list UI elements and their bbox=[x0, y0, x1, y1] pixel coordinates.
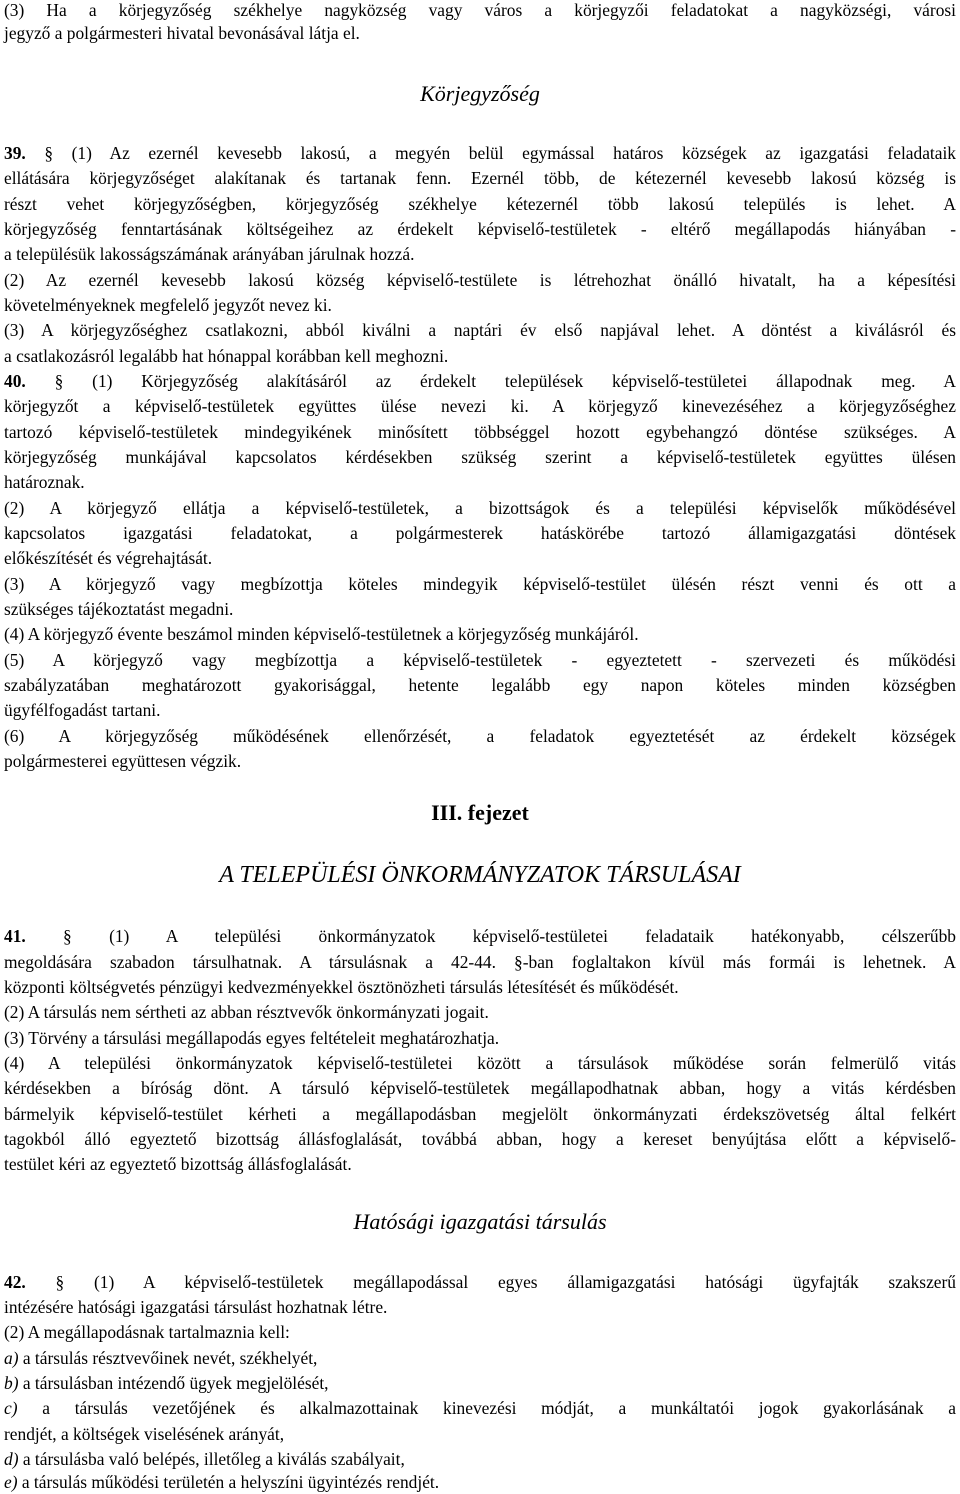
text-line: (2) A megállapodásnak tartalmaznia kell: bbox=[4, 1322, 290, 1342]
text-span: a társulás vezetőjének és alkalmazottainak kinevezési módját, a munkáltatói jogok gyakorlásának a bbox=[17, 1398, 956, 1418]
list-item bbox=[4, 1470, 956, 1494]
text-line: (2) A társulás nem sértheti az abban résztvevők önkormányzati jogait. bbox=[4, 1002, 489, 1022]
list-marker: d) bbox=[4, 1449, 19, 1469]
list-marker: e) bbox=[4, 1472, 18, 1492]
section-heading-korjegyzoseg: Körjegyzőség bbox=[420, 81, 540, 106]
text-line: tagokból álló egyeztető bizottság állásfoglalását, továbbá abban, hogy a kereset benyújtása előtt a képviselő- bbox=[4, 1129, 956, 1149]
list-item bbox=[4, 1346, 956, 1370]
text-line: szükséges tájékoztatást megadni. bbox=[4, 599, 234, 619]
text-line bbox=[4, 369, 956, 393]
text-line: körjegyzőség fenntartásának költségeihez az érdekelt képviselő-testületek - eltérő megállapodás hiányában - bbox=[4, 219, 956, 239]
text-line: (3) Törvény a társulási megállapodás egyes feltételeit meghatározhatja. bbox=[4, 1028, 500, 1048]
text-line: (5) A körjegyző vagy megbízottja a képviselő-testületek - egyeztetett - szervezeti és működési bbox=[4, 650, 956, 670]
chapter-number: III. fejezet bbox=[431, 800, 529, 825]
section-heading-hatosagi: Hatósági igazgatási társulás bbox=[353, 1209, 607, 1234]
text-span: § (1) Körjegyzőség alakításáról az érdekelt települések képviselő-testületei állapodnak meg. A bbox=[25, 371, 956, 391]
text-line bbox=[4, 141, 956, 165]
section-number: 40. bbox=[4, 371, 26, 391]
text-line: (4) A települési önkormányzatok képviselő-testületei között a társulások működése során felmerülő vitás bbox=[4, 1053, 956, 1073]
text-line: tartozó képviselő-testületek mindegyikének minősített többséggel hozott egybehangzó döntése szükséges. A bbox=[4, 422, 956, 442]
text-line: (3) Ha a körjegyzőség székhelye nagyközség vagy város a körjegyzői feladatokat a nagyközségi, városi bbox=[4, 0, 956, 20]
text-line: szabályzatában meghatározott gyakorisággal, hetente legalább egy napon köteles minden községben bbox=[4, 675, 956, 695]
section-number: 41. bbox=[4, 926, 26, 946]
text-line: bármelyik képviselő-testület kérheti a megállapodásban megjelölt önkormányzati érdekszövetség által felkért bbox=[4, 1104, 956, 1124]
list-marker: a) bbox=[4, 1348, 19, 1368]
list-marker: b) bbox=[4, 1373, 19, 1393]
section-number: 39. bbox=[4, 143, 26, 163]
list-item bbox=[4, 1396, 956, 1420]
text-line: körjegyzőség munkájával kapcsolatos kérdésekben szükség szerint a képviselő-testületek együttes ülésen bbox=[4, 447, 956, 467]
text-span: a társulásba való belépés, illetőleg a kiválás szabályait, bbox=[18, 1449, 405, 1469]
text-line: (4) A körjegyző évente beszámol minden képviselő-testületnek a körjegyzőség munkájáról. bbox=[4, 624, 639, 644]
text-span: a társulás működési területén a helyszíni ügyintézés rendjét. bbox=[17, 1472, 440, 1492]
text-line: ellátására körjegyzőséget alakítanak és tartanak fenn. Ezernél több, de kétezernél kevesebb lakosú község is bbox=[4, 168, 956, 188]
text-line: központi költségvetés pénzügyi kedvezményekkel ösztönözheti társulás létesítését és működését. bbox=[4, 977, 679, 997]
text-span: a társulásban intézendő ügyek megjelölését, bbox=[18, 1373, 329, 1393]
list-marker: c) bbox=[4, 1398, 18, 1418]
text-span: a társulás résztvevőinek nevét, székhelyét, bbox=[18, 1348, 318, 1368]
text-line: a csatlakozásról legalább hat hónappal korábban kell meghozni. bbox=[4, 346, 449, 366]
list-item bbox=[4, 1371, 956, 1395]
text-line: (2) A körjegyző ellátja a képviselő-testületek, a bizottságok és a települési képviselők működésével bbox=[4, 498, 956, 518]
text-span: § (1) A képviselő-testületek megállapodással egyes államigazgatási hatósági ügyfajták szakszerű bbox=[25, 1272, 956, 1292]
text-line bbox=[4, 924, 956, 948]
text-line: (6) A körjegyzőség működésének ellenőrzését, a feladatok egyeztetését az érdekelt községek bbox=[4, 726, 956, 746]
text-line: kapcsolatos igazgatási feladatokat, a polgármesterek hatáskörébe tartozó államigazgatási döntések bbox=[4, 523, 956, 543]
text-line bbox=[4, 1270, 956, 1294]
text-line: részt vehet körjegyzőségben, körjegyzőség székhelye kétezernél több lakosú település is lehet. A bbox=[4, 194, 956, 214]
chapter-title: A TELEPÜLÉSI ÖNKORMÁNYZATOK TÁRSULÁSAI bbox=[219, 862, 741, 888]
text-line: jegyző a polgármesteri hivatal bevonásával látja el. bbox=[4, 23, 360, 43]
text-line: rendjét, a költségek viselésének arányát, bbox=[4, 1424, 285, 1444]
text-line: testület kéri az egyeztető bizottság állásfoglalását. bbox=[4, 1154, 352, 1174]
text-line: intézésére hatósági igazgatási társulást hozhatnak létre. bbox=[4, 1297, 388, 1317]
text-span: § (1) Az ezernél kevesebb lakosú, a megyén belül egymással határos községek az igazgatási feladataik bbox=[25, 143, 956, 163]
text-span: § (1) A települési önkormányzatok képviselő-testületei feladataik hatékonyabb, célszerűbb bbox=[25, 926, 956, 946]
text-line: (3) A körjegyzőséghez csatlakozni, abból kiválni a naptári év első napjával lehet. A döntést a kiválásról és bbox=[4, 320, 956, 340]
text-line: megoldására szabadon társulhatnak. A társulásnak a 42-44. §-ban foglaltakon kívül más formái is lehetnek. A bbox=[4, 952, 956, 972]
text-line: (2) Az ezernél kevesebb lakosú község képviselő-testülete is létrehozhat önálló hivatalt, ha a képesítési bbox=[4, 270, 956, 290]
text-line: követelményeknek megfelelő jegyzőt nevez ki. bbox=[4, 295, 332, 315]
text-line: polgármesterei együttesen végzik. bbox=[4, 751, 242, 771]
text-line: kérdésekben a bíróság dönt. A társuló képviselő-testületek megállapodhatnak abban, hogy a vitás kérdésben bbox=[4, 1078, 956, 1098]
list-item bbox=[4, 1447, 956, 1471]
text-line: a településük lakosságszámának arányában járulnak hozzá. bbox=[4, 244, 415, 264]
text-line: ügyfélfogadást tartani. bbox=[4, 700, 161, 720]
text-line: előkészítését és végrehajtását. bbox=[4, 548, 213, 568]
text-line: körjegyzőt a képviselő-testületek együttes ülése nevezi ki. A körjegyző kinevezéséhez a körjegyzőséghez bbox=[4, 396, 956, 416]
section-number: 42. bbox=[4, 1272, 26, 1292]
text-line: (3) A körjegyző vagy megbízottja köteles mindegyik képviselő-testület ülésén részt venni és ott a bbox=[4, 574, 956, 594]
text-line: határoznak. bbox=[4, 472, 85, 492]
